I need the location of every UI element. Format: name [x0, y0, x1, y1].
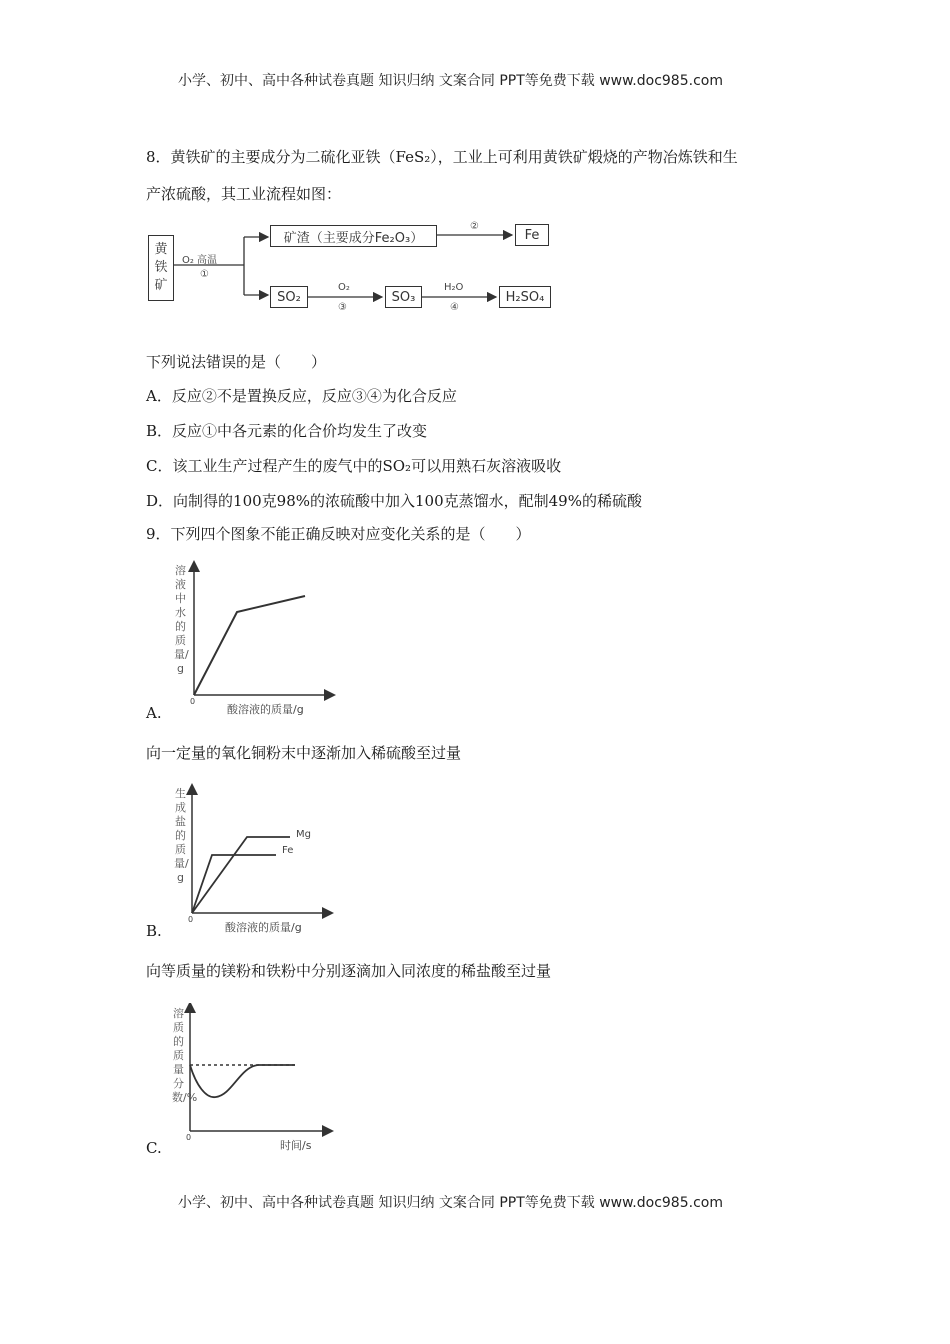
- arrow1-bottom-label: ①: [200, 269, 209, 280]
- q8-option-c: C．该工业生产过程产生的废气中的SO₂可以用熟石灰溶液吸收: [146, 457, 562, 475]
- page-footer: 小学、初中、高中各种试卷真题 知识归纳 文案合同 PPT等免费下载 www.doc985.com: [178, 1195, 723, 1211]
- box-slag: 矿渣（主要成分Fe₂O₃）: [270, 225, 437, 247]
- graph-b: [170, 783, 340, 938]
- graph-b-xlabel: 酸溶液的质量/g: [225, 921, 302, 934]
- graph-c-plot: [170, 1003, 340, 1151]
- graph-b-caption: 向等质量的镁粉和铁粉中分别逐滴加入同浓度的稀盐酸至过量: [146, 962, 552, 980]
- q8-option-a: A．反应②不是置换反应，反应③④为化合反应: [146, 387, 457, 405]
- q8-line2: 产浓硫酸，其工业流程如图：: [146, 185, 342, 203]
- graph-a-xlabel: 酸溶液的质量/g: [227, 703, 304, 716]
- box-pyrite: 黄铁矿: [148, 235, 174, 301]
- graph-c-curve: [190, 1065, 295, 1097]
- arrow3-top-label: O₂: [338, 282, 350, 293]
- box-fe: Fe: [515, 224, 549, 246]
- graph-a-ylabel: 溶液中水的质量/g: [174, 564, 189, 675]
- graph-c-origin: 0: [186, 1133, 192, 1142]
- q8-stem: 下列说法错误的是（ ）: [146, 353, 327, 371]
- graph-a-curve: [194, 596, 305, 695]
- arrow1-top-label: O₂ 高温: [182, 255, 218, 266]
- q8-option-d: D．向制得的100克98%的浓硫酸中加入100克蒸馏水，配制49%的稀硫酸: [146, 492, 642, 510]
- page-header: 小学、初中、高中各种试卷真题 知识归纳 文案合同 PPT等免费下载 www.doc985.com: [178, 73, 723, 89]
- arrow4-top-label: H₂O: [444, 282, 464, 293]
- graph-b-ylabel: 生成盐的质量/g: [174, 787, 189, 884]
- graph-a-origin: 0: [190, 697, 196, 706]
- graph-b-mg-line: [192, 837, 290, 913]
- graph-c-letter: C.: [146, 1139, 162, 1157]
- q8-line1: 8．黄铁矿的主要成分为二硫化亚铁（FeS₂），工业上可利用黄铁矿煅烧的产物冶炼铁和生: [146, 148, 738, 166]
- arrow4-bottom-label: ④: [450, 302, 459, 313]
- graph-a: [170, 560, 340, 720]
- arrow2-top-label: ②: [470, 221, 479, 232]
- flow-diagram: [140, 215, 560, 315]
- graph-b-fe-line: [192, 855, 276, 913]
- arrow3-bottom-label: ③: [338, 302, 347, 313]
- graph-c-xlabel: 时间/s: [280, 1139, 312, 1152]
- graph-b-fe-label: Fe: [282, 845, 294, 856]
- graph-a-caption: 向一定量的氧化铜粉末中逐渐加入稀硫酸至过量: [146, 744, 462, 762]
- graph-a-plot: [170, 560, 340, 720]
- graph-b-origin: 0: [188, 915, 194, 924]
- graph-b-mg-label: Mg: [296, 829, 311, 840]
- graph-c-ylabel: 溶质的质量分数/%: [172, 1007, 198, 1104]
- box-so3: SO₃: [385, 286, 422, 308]
- graph-c: [170, 1003, 340, 1151]
- graph-a-letter: A.: [146, 704, 162, 722]
- graph-b-letter: B.: [146, 922, 162, 940]
- box-h2so4: H₂SO₄: [499, 286, 551, 308]
- q8-option-b: B．反应①中各元素的化合价均发生了改变: [146, 422, 428, 440]
- graph-b-plot: [170, 783, 340, 938]
- q9-stem: 9．下列四个图象不能正确反映对应变化关系的是（ ）: [146, 525, 531, 543]
- box-so2: SO₂: [270, 286, 308, 308]
